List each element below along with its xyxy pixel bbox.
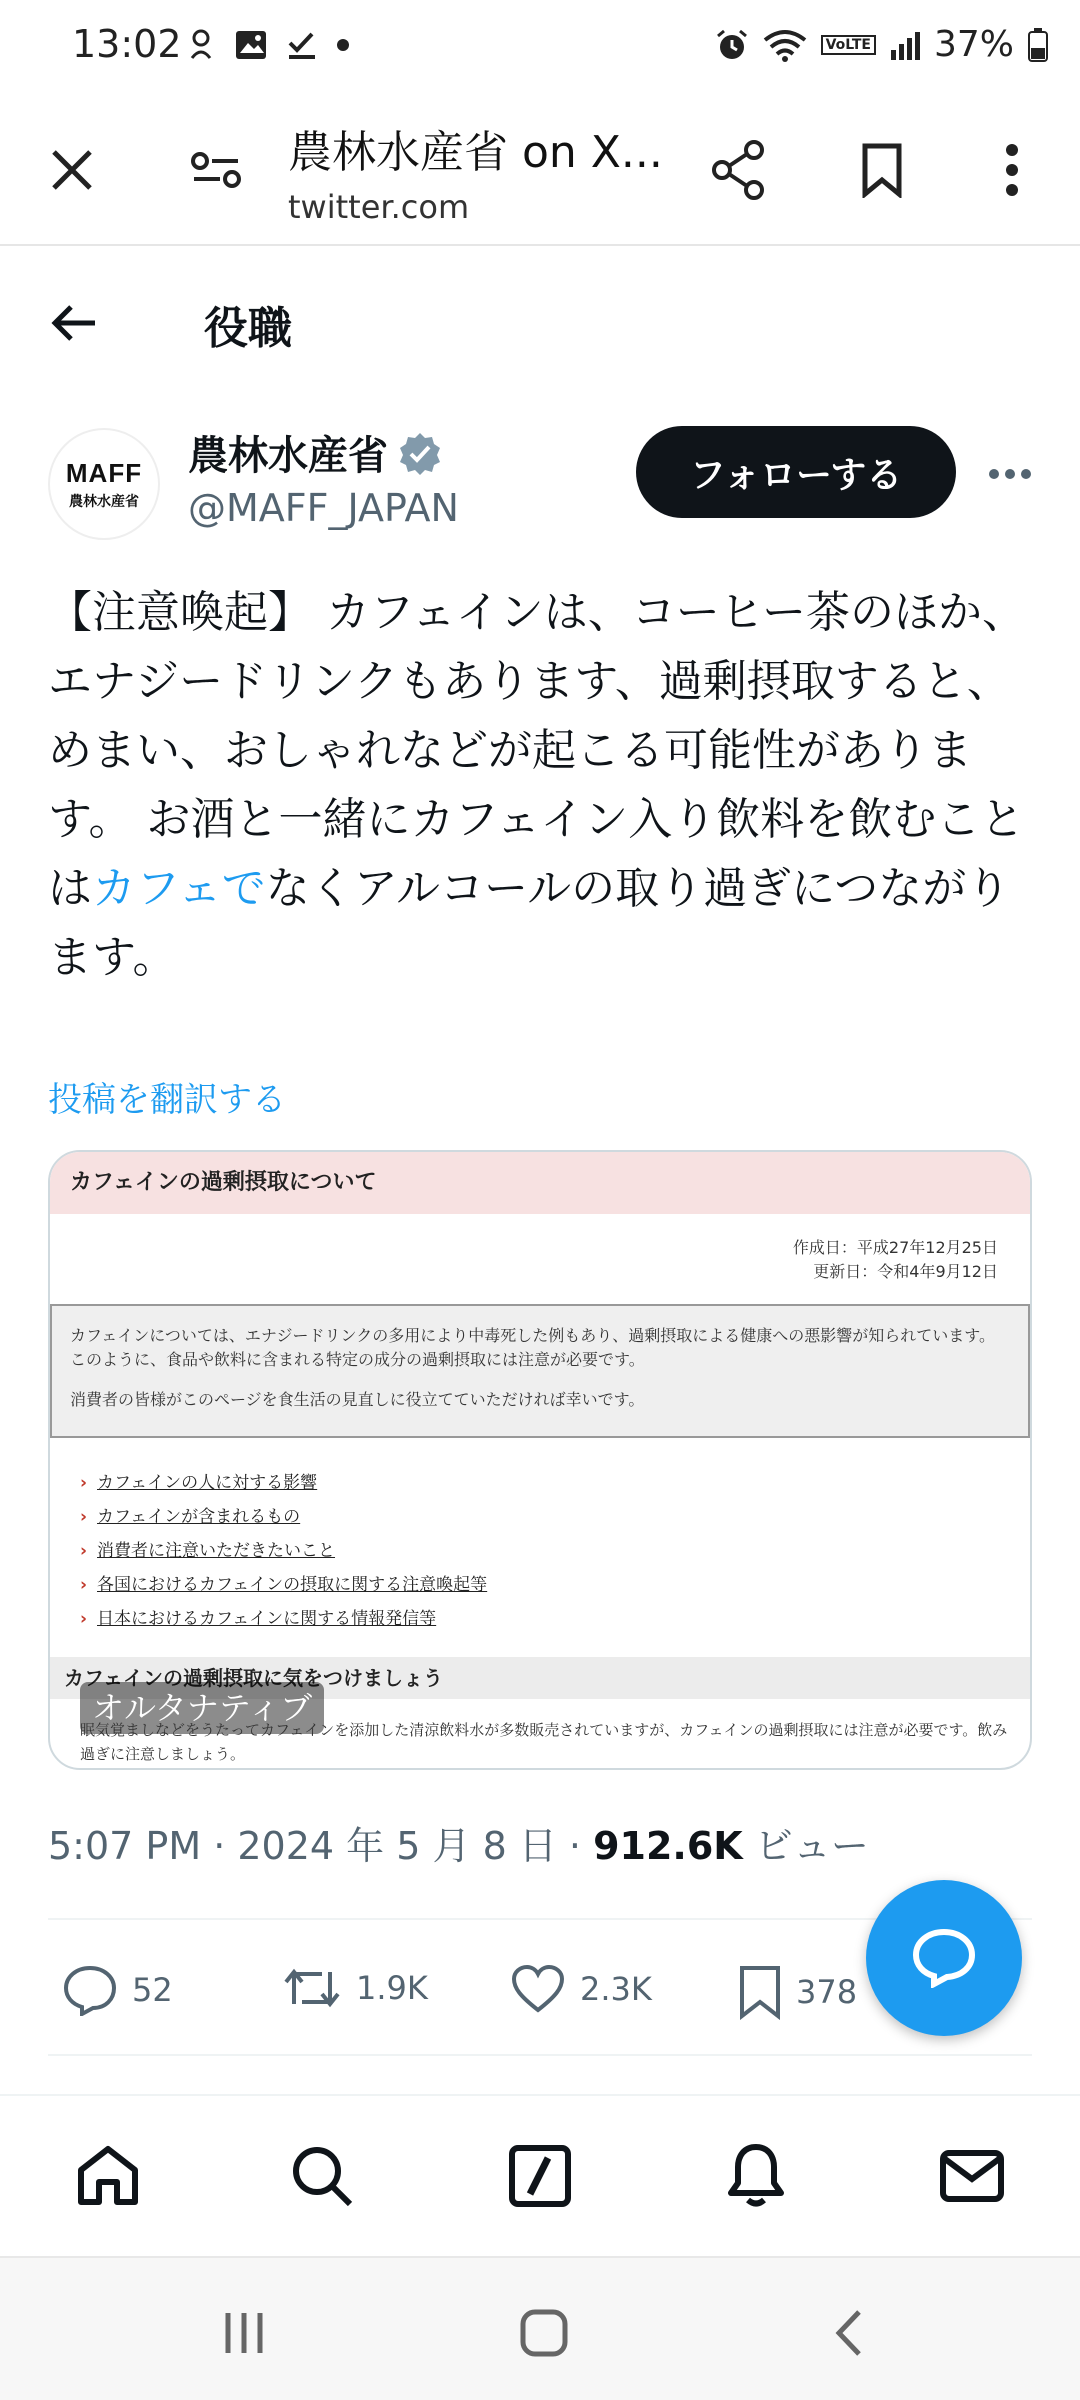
post-header — [0, 248, 1080, 388]
battery-icon — [1028, 28, 1048, 62]
bookmark-icon — [861, 142, 903, 198]
like-count: 2.3K — [580, 1970, 652, 2008]
card-notice-p2: 消費者の皆様がこのページを食生活の見直しに役立てていただければ幸いです。 — [70, 1390, 645, 1409]
close-icon — [48, 146, 96, 194]
browser-title-block[interactable] — [288, 116, 678, 226]
tweet-text — [48, 578, 1038, 992]
mail-icon — [939, 2149, 1005, 2203]
bookmark-page-button[interactable] — [846, 134, 918, 206]
home-system-button[interactable] — [504, 2298, 584, 2368]
nav-home[interactable] — [68, 2136, 148, 2216]
author-row — [0, 410, 1080, 550]
post-meta: 5:07 PM · 2024 年 5 月 8 日 · 912.6K ビュー — [48, 1824, 869, 1868]
nav-notifications[interactable] — [716, 2136, 796, 2216]
tweet-text-part2: なくアルコールの取り過ぎにつながります。 — [48, 863, 1011, 983]
card-link: › 日本におけるカフェインに関する情報発信等 — [80, 1602, 487, 1636]
tweet-text-part1: 【注意喚起】 カフェインは、コーヒー茶のほか、エナジードリンクもあります、過剰摂取すると、めまい、おしゃれなどが起こる可能性があります。 お酒と一緒にカフェイン入り飲料を飲むことは — [48, 587, 1027, 914]
card-updated-date: 更新日：令和4年9月12日 — [813, 1262, 998, 1281]
site-settings-icon — [190, 150, 242, 190]
header-title: 役職 — [204, 303, 292, 354]
verified-badge-icon — [398, 431, 442, 475]
card-section-title: カフェインの過剰摂取に気をつけましょう — [50, 1657, 1030, 1699]
nav-search[interactable] — [282, 2136, 362, 2216]
views-label: ビュー — [754, 1824, 869, 1868]
status-bar — [0, 0, 1080, 96]
search-icon — [290, 2144, 354, 2208]
card-dates — [793, 1236, 998, 1284]
card-notice — [50, 1304, 1030, 1438]
card-created-date: 作成日：平成27年12月25日 — [792, 1238, 998, 1257]
translate-post-link[interactable]: 投稿を翻訳する — [48, 1080, 286, 1120]
repost-count: 1.9K — [356, 1969, 428, 2007]
card-section-body: 眠気覚ましなどをうたってカフェインを添加した清涼飲料水が多数販売されていますが、カフェインの過剰摂取には注意が必要です。飲み過ぎに注意しましょう。 — [80, 1721, 1008, 1763]
reply-icon — [62, 1964, 118, 2016]
gallery-icon — [234, 29, 268, 61]
post-more-button[interactable] — [980, 444, 1040, 504]
chevron-left-icon — [831, 2308, 865, 2358]
card-link: › カフェインが含まれるもの — [80, 1500, 487, 1534]
card-link: › 各国におけるカフェインの摂取に関する注意喚起等 — [80, 1568, 487, 1602]
status-time: 13:02 — [72, 22, 182, 66]
author-handle[interactable]: @MAFF_JAPAN — [188, 486, 459, 530]
recent-apps-button[interactable] — [204, 2298, 284, 2368]
card-notice-p1: カフェインについては、エナジードリンクの多用により中毒死した例もあり、過剰摂取による健康への悪影響が知られています。このように、食品や飲料に含まれる特定の成分の過剰摂取には注意が必要です。 — [70, 1326, 995, 1369]
close-tab-button[interactable] — [36, 134, 108, 206]
signal-icon — [890, 30, 920, 60]
more-vertical-icon — [1004, 142, 1020, 198]
bookmark-outline-icon — [738, 1964, 782, 2020]
browser-menu-button[interactable] — [976, 134, 1048, 206]
follow-button[interactable]: フォローする — [636, 426, 956, 518]
repost-button[interactable] — [282, 1964, 428, 2012]
reply-button[interactable] — [62, 1964, 173, 2016]
post-date: 2024 年 5 月 8 日 — [237, 1824, 557, 1868]
page-title: 農林水産省 on X... — [288, 127, 663, 178]
views-count: 912.6K — [593, 1824, 743, 1868]
home-icon — [75, 2144, 141, 2208]
battery-percent: 37% — [933, 24, 1014, 65]
chat-bubble-icon — [912, 1928, 976, 1988]
dot-icon — [336, 38, 350, 52]
bell-icon — [726, 2143, 786, 2209]
card-link-list — [80, 1466, 487, 1636]
site-settings-button[interactable] — [180, 134, 252, 206]
author-name: 農林水産省 — [188, 433, 388, 479]
share-button[interactable] — [702, 134, 774, 206]
alt-text-badge[interactable]: オルタナティブ — [80, 1682, 324, 1734]
card-link: › 消費者に注意いただきたいこと — [80, 1534, 487, 1568]
nav-grok[interactable] — [500, 2136, 580, 2216]
volte-badge: VoLTE — [821, 35, 876, 55]
recent-apps-icon — [220, 2311, 268, 2355]
back-button[interactable] — [40, 288, 110, 358]
card-link: › カフェインの人に対する影響 — [80, 1466, 487, 1500]
like-button[interactable] — [510, 1964, 652, 2014]
repost-icon — [282, 1964, 342, 2012]
heart-icon — [510, 1964, 566, 2014]
home-square-icon — [519, 2308, 569, 2358]
reply-count: 52 — [132, 1971, 173, 2009]
author-name-row[interactable] — [188, 424, 442, 481]
avatar[interactable] — [48, 428, 160, 540]
post-time: 5:07 PM — [48, 1824, 202, 1868]
more-horizontal-icon — [988, 468, 1032, 480]
avatar-logo-bottom: 農林水産省 — [69, 493, 139, 510]
wifi-icon — [763, 28, 807, 62]
system-nav-bar — [0, 2256, 1080, 2400]
notification-icons — [186, 28, 350, 62]
alarm-icon — [715, 28, 749, 62]
bookmark-button[interactable] — [738, 1964, 857, 2020]
hashtag-link[interactable]: カフェで — [92, 863, 266, 914]
card-header: カフェインの過剰摂取について — [50, 1152, 1030, 1214]
app-notification-icon — [186, 28, 216, 62]
share-icon — [710, 140, 766, 200]
system-icons — [715, 24, 1048, 65]
attached-image[interactable] — [48, 1150, 1032, 1770]
browser-toolbar — [0, 96, 1080, 246]
divider — [48, 2054, 1032, 2056]
bottom-nav — [0, 2094, 1080, 2256]
compose-reply-fab[interactable] — [866, 1880, 1022, 2036]
arrow-left-icon — [51, 303, 99, 343]
grok-icon — [508, 2144, 572, 2208]
nav-messages[interactable] — [932, 2136, 1012, 2216]
page-domain: twitter.com — [288, 188, 470, 226]
bookmark-count: 378 — [796, 1973, 858, 2011]
avatar-logo-top: MAFF — [65, 457, 143, 488]
task-done-icon — [286, 29, 318, 61]
back-system-button[interactable] — [808, 2298, 888, 2368]
